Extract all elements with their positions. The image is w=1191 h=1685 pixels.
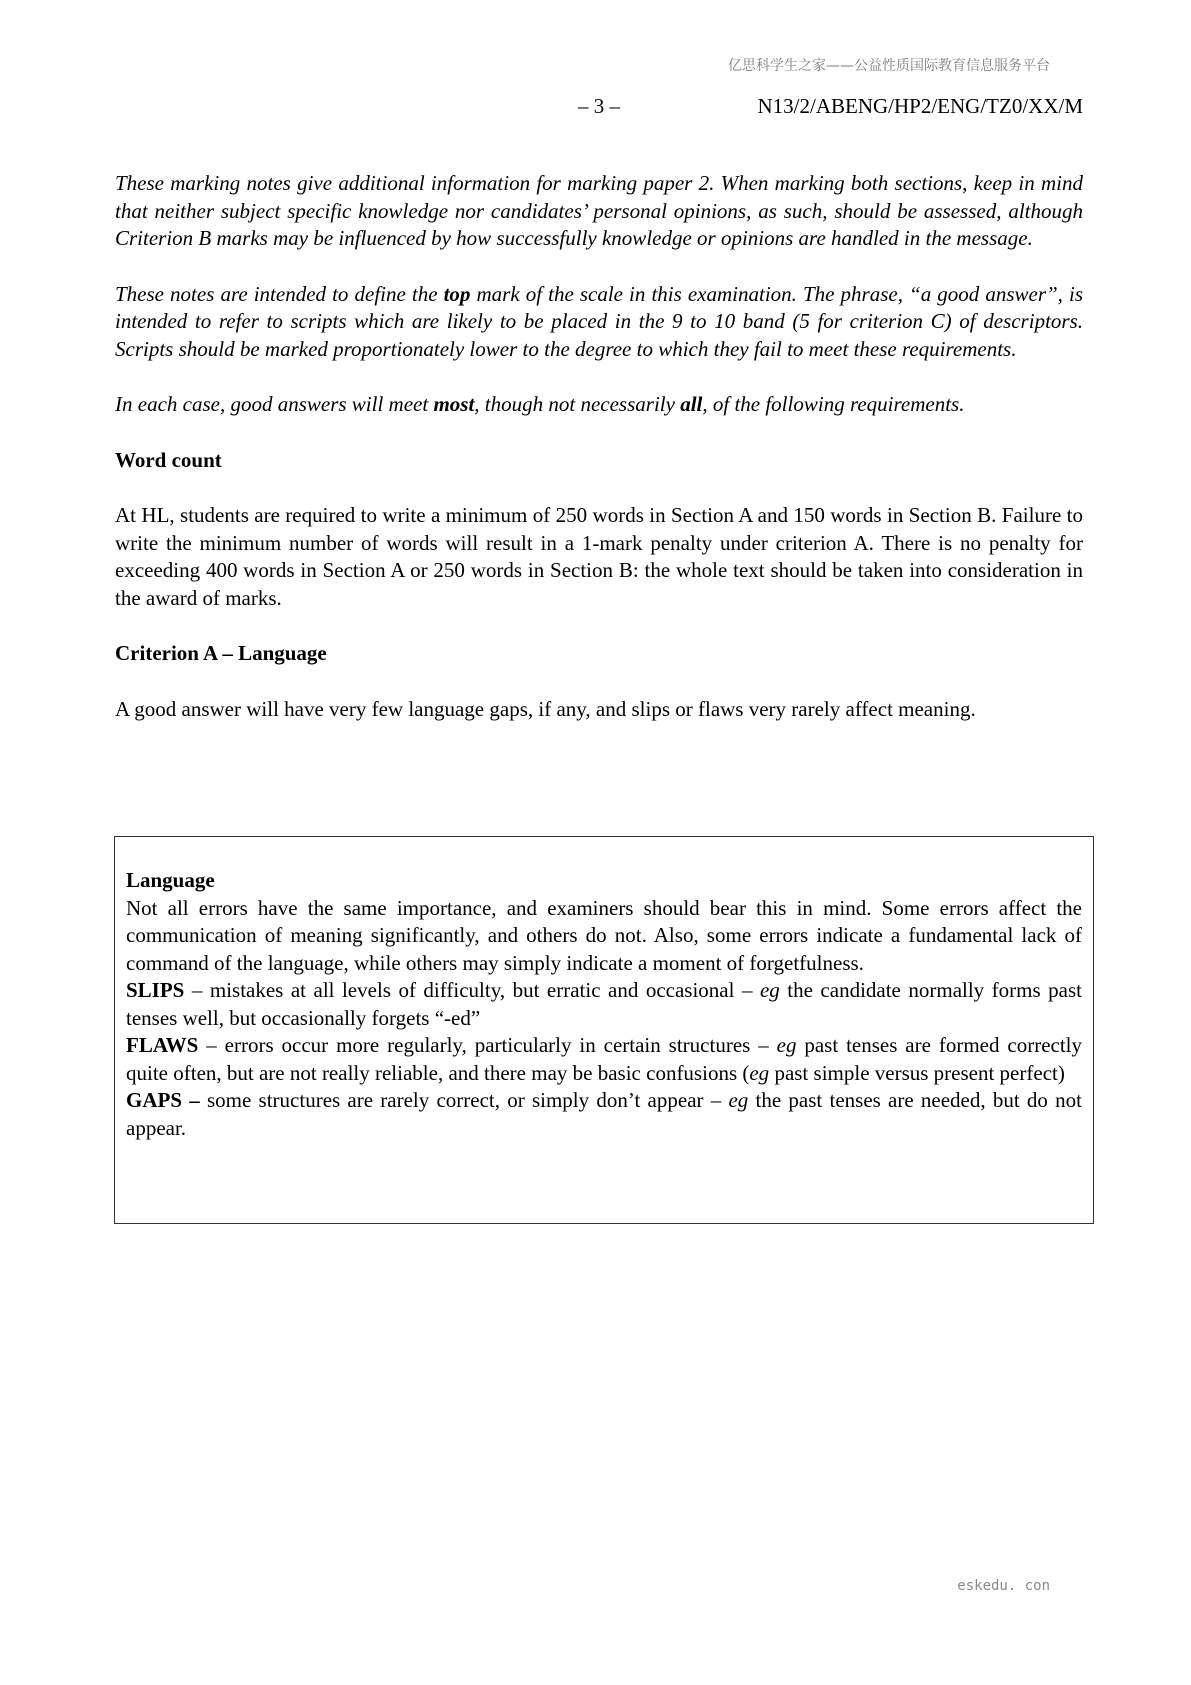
flaws-label: FLAWS (126, 1033, 199, 1057)
slips-eg: eg (759, 978, 780, 1002)
flaws-definition (126, 1032, 1082, 1087)
intro-p3-emphasis-all: all (680, 392, 703, 416)
gaps-label: GAPS – (126, 1088, 200, 1112)
slips-label: SLIPS (126, 978, 185, 1002)
intro-p3-text-c: , of the following requirements. (702, 392, 965, 416)
intro-paragraph-1: These marking notes give additional information for marking paper 2. When marking both sections, keep in mind that neither subject specific knowledge nor candidates’ personal opinions, as such, should be assessed, although Criterion B marks may be influenced by how successfully knowledge or opinions are handled in the message. (115, 171, 1083, 250)
word-count-heading: Word count (115, 447, 222, 472)
paper-code: N13/2/ABENG/HP2/ENG/TZ0/XX/M (757, 94, 1083, 118)
language-box-title: Language (126, 868, 215, 892)
word-count-paragraph: At HL, students are required to write a minimum of 250 words in Section A and 150 words in Section B. Failure to write the minimum number of words will result in a 1-mark penalty under criterion A. There is no penalty for exceeding 400 words in Section A or 250 words in Section B: the whole text should be taken into consideration in the award of marks. (115, 503, 1083, 610)
slips-definition (126, 977, 1082, 1032)
language-box (114, 836, 1094, 1224)
page-header (0, 94, 1083, 122)
intro-paragraph-2 (115, 281, 1083, 364)
criterion-a-paragraph: A good answer will have very few language gaps, if any, and slips or flaws very rarely affect meaning. (115, 696, 976, 721)
flaws-eg: eg (776, 1033, 797, 1057)
intro-paragraph-3 (115, 391, 1083, 419)
language-box-intro: Not all errors have the same importance, and examiners should bear this in mind. Some errors affect the communication of meaning significantly, and others do not. Also, some errors indicate a fundamental lack of command of the language, while others may simply indicate a moment of forgetfulness. (126, 895, 1082, 975)
slips-text-b: the candidate normally forms past tenses well, but occasionally forgets “-ed” (126, 978, 1082, 1030)
gaps-definition (126, 1087, 1082, 1142)
flaws-text-c: past simple versus present perfect) (769, 1060, 1065, 1085)
gaps-eg: eg (728, 1088, 749, 1112)
flaws-text-b: past tenses are formed correctly quite often, but are not really reliable, and there may be basic confusions ( (126, 1033, 1083, 1085)
criterion-a-heading: Criterion A – Language (115, 641, 327, 665)
intro-p3-text-b: , though not necessarily (474, 392, 681, 416)
gaps-text-b: the past tenses are needed, but do not appear. (126, 1088, 1082, 1140)
watermark-bottom: eskedu. con (957, 1578, 1050, 1594)
intro-p2-text-a: These notes are intended to define the (115, 281, 444, 306)
main-content (115, 170, 1083, 751)
flaws-text-a: – errors occur more regularly, particularly in certain structures – (198, 1033, 777, 1057)
intro-p2-emphasis-top: top (443, 281, 471, 306)
flaws-eg-2: eg (749, 1060, 770, 1085)
gaps-text-a: some structures are rarely correct, or simply don’t appear – (199, 1088, 729, 1112)
intro-p3-text-a: In each case, good answers will meet (115, 392, 434, 416)
intro-p3-emphasis-most: most (433, 392, 475, 416)
slips-text-a: – mistakes at all levels of difficulty, but erratic and occasional – (184, 978, 760, 1002)
intro-p2-text-b: mark of the scale in this examination. The phrase, “a good answer”, is intended to refer to scripts which are likely to be placed in the 9 to 10 band (5 for criterion C) of descriptors. Scripts should be marked proportionately lower to the degree to which they fail to meet these requirements. (115, 281, 1083, 361)
watermark-top: 亿思科学生之家——公益性质国际教育信息服务平台 (728, 58, 1050, 74)
page-number: – 3 – (578, 94, 620, 118)
